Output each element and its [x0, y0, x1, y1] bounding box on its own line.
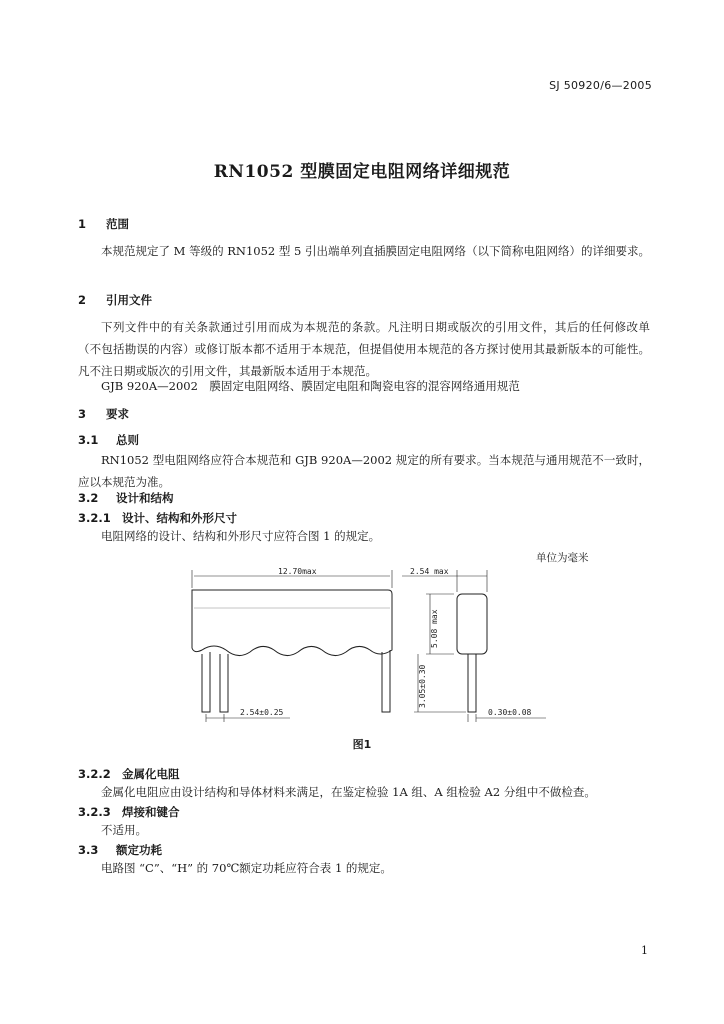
section-title: 金属化电阻	[122, 767, 180, 781]
section-number: 3	[78, 407, 87, 421]
section-3-1-heading	[78, 432, 139, 448]
section-3-2-2-text: 金属化电阻应由设计结构和导体材料来满足，在鉴定检验 1A 组、A 组检验 A2 分组中不做检查。	[101, 785, 596, 799]
unit-note: 单位为毫米	[536, 552, 589, 564]
section-3-1-text: RN1052 型电阻网络应符合本规范和 GJB 920A—2002 规定的所有要求。当本规范与通用规范不一致时，应以本规范为准。	[78, 453, 650, 489]
section-3-2-1-heading	[78, 510, 237, 526]
section-number: 2	[78, 293, 87, 307]
document-code: SJ 50920/6—2005	[549, 79, 652, 92]
section-1-text: 本规范规定了 M 等级的 RN1052 型 5 引出端单列直插膜固定电阻网络（以下简称电阻网络）的详细要求。	[101, 244, 651, 258]
section-3-2-heading	[78, 490, 174, 506]
dim-lead-label: 3.05±0.30	[418, 664, 427, 708]
section-2-text: 下列文件中的有关条款通过引用而成为本规范的条款。凡注明日期或版次的引用文件，其后的任何修改单（不包括勘误的内容）或修订版本都不适用于本规范，但提倡使用本规范的各方探讨使用其最新版本的可能性。凡不注日期或版次的引用文件，其最新版本适用于本规范。	[78, 320, 650, 378]
lead-side	[468, 654, 476, 712]
section-number: 3.1	[78, 433, 99, 447]
section-number: 3.3	[78, 843, 99, 857]
section-3-heading	[78, 406, 129, 422]
section-number: 1	[78, 217, 87, 231]
body-side-view	[457, 594, 487, 654]
section-3-2-3-text: 不适用。	[101, 823, 147, 837]
lead-1	[202, 652, 210, 712]
section-2-heading	[78, 292, 152, 308]
section-title: 焊接和键合	[122, 805, 180, 819]
section-number: 3.2.1	[78, 511, 111, 525]
section-3-2-3-heading	[78, 804, 180, 820]
section-title: 总则	[116, 433, 139, 447]
dim-height-label: 5.08 max	[430, 609, 439, 648]
reference-document: GJB 920A—2002 膜固定电阻网络、膜固定电阻和陶瓷电容的混容网络通用规范	[101, 379, 520, 393]
section-title: 设计和结构	[116, 491, 174, 505]
section-title: 要求	[106, 407, 129, 421]
dim-thickness-label: 2.54 max	[410, 567, 449, 576]
section-title: 引用文件	[106, 293, 152, 307]
lead-2	[220, 654, 228, 712]
section-number: 3.2.2	[78, 767, 111, 781]
page-title: RN1052 型膜固定电阻网络详细规范	[213, 162, 511, 182]
section-number: 3.2	[78, 491, 99, 505]
body-outline	[192, 590, 392, 656]
section-title: 设计、结构和外形尺寸	[122, 511, 237, 525]
section-title: 额定功耗	[116, 843, 162, 857]
section-title: 范围	[106, 217, 129, 231]
dim-length-label: 12.70max	[278, 567, 317, 576]
figure-1-drawing	[170, 562, 550, 732]
section-number: 3.2.3	[78, 805, 111, 819]
section-3-2-1-text: 电阻网络的设计、结构和外形尺寸应符合图 1 的规定。	[101, 529, 381, 543]
section-3-2-2-heading	[78, 766, 180, 782]
section-3-3-text: 电路图 “C”、“H” 的 70℃额定功耗应符合表 1 的规定。	[101, 861, 392, 875]
section-1-heading	[78, 216, 129, 232]
section-3-3-heading	[78, 842, 162, 858]
figure-caption: 图1	[352, 738, 372, 751]
page-number: 1	[641, 944, 648, 957]
lead-5	[382, 650, 390, 712]
dim-lead-width-label: 0.30±0.08	[488, 708, 532, 717]
dim-pitch-label: 2.54±0.25	[240, 708, 284, 717]
